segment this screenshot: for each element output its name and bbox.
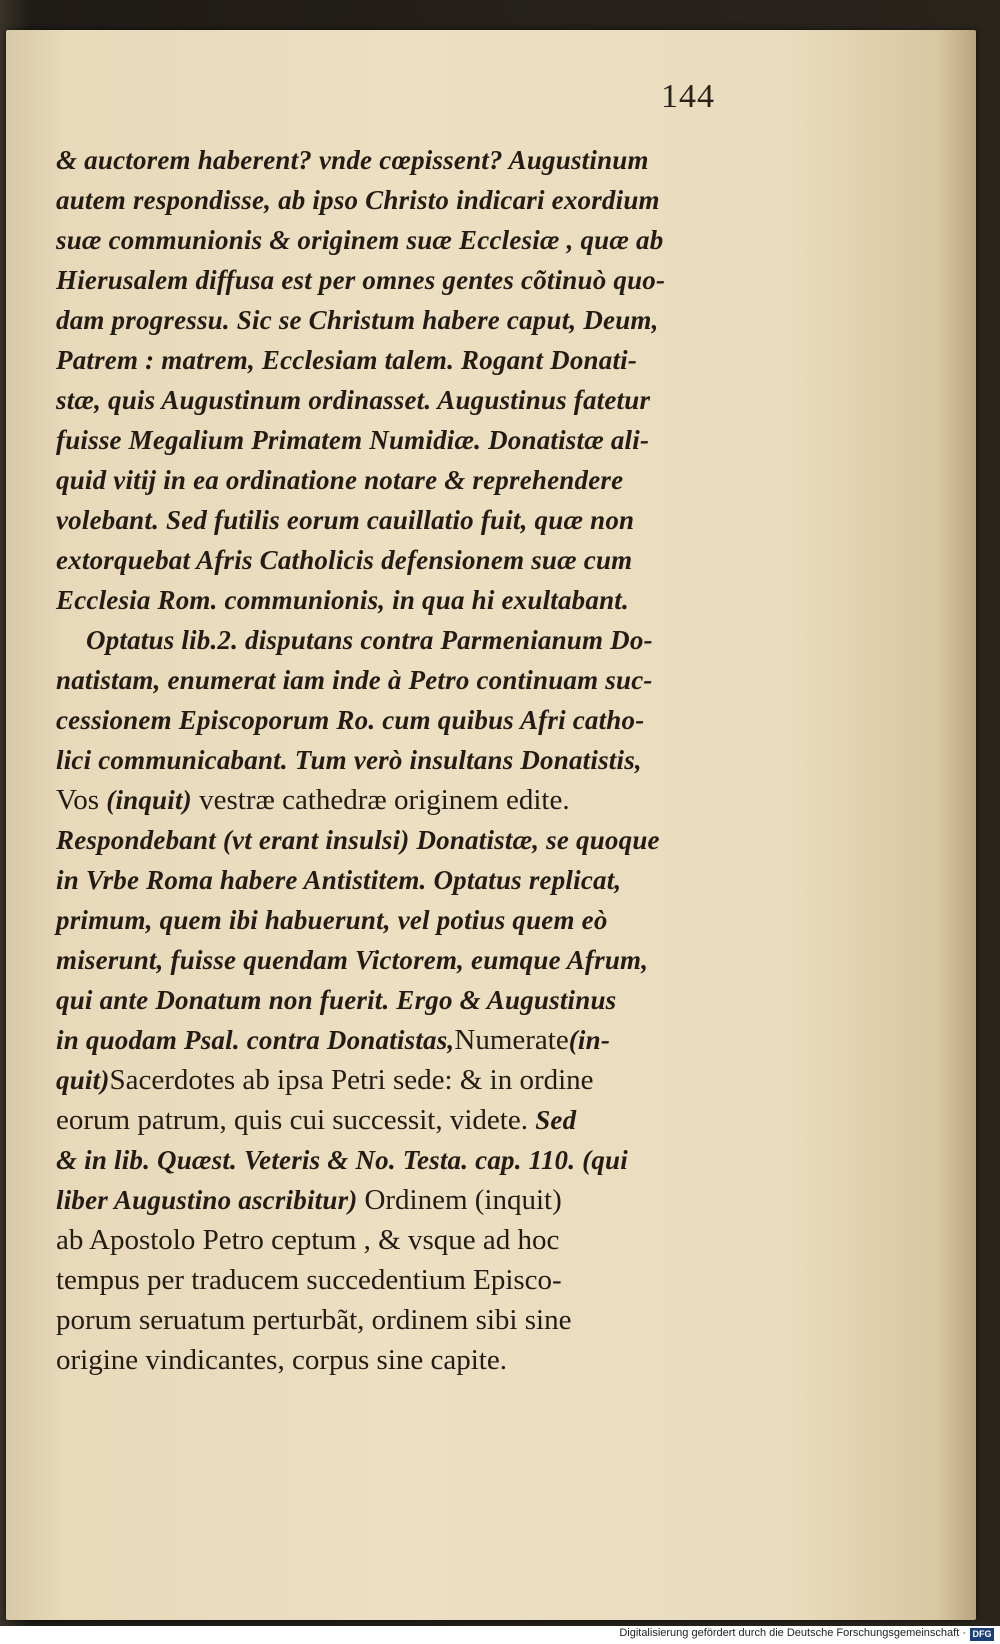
text-segment: Vos <box>56 784 107 816</box>
text-segment: (in- <box>568 1025 611 1055</box>
dfg-logo: DFG <box>970 1628 994 1641</box>
text-line: suæ communionis & originem suæ Ecclesiæ , quæ ab <box>56 225 664 255</box>
text-segment: Sacerdotes ab ipsa Petri sede: & in ordine <box>109 1064 594 1096</box>
text-line: origine vindicantes, corpus sine capite. <box>56 1344 507 1376</box>
text-line <box>56 1180 736 1220</box>
text-line: Hierusalem diffusa est per omnes gentes cõtinuò quo- <box>56 265 666 295</box>
text-segment: in quodam Psal. contra Donatistas, <box>56 1025 455 1055</box>
text-segment: quit) <box>56 1065 110 1095</box>
text-line <box>56 1020 736 1060</box>
text-segment: Numerate <box>454 1024 569 1056</box>
text-segment: Sed <box>535 1105 577 1135</box>
text-line <box>56 1100 736 1140</box>
text-line: Patrem : matrem, Ecclesiam talem. Rogant Donati- <box>56 345 638 375</box>
text-line: autem respondisse, ab ipso Christo indicari exordium <box>56 185 660 215</box>
text-line: stæ, quis Augustinum ordinasset. Augustinus fatetur <box>56 385 651 415</box>
text-line: extorquebat Afris Catholicis defensionem suæ cum <box>56 545 633 575</box>
footer-credit: Digitalisierung gefördert durch die Deutsche Forschungsgemeinschaft · <box>619 1627 966 1639</box>
text-line: miserunt, fuisse quendam Victorem, eumque Afrum, <box>56 945 649 975</box>
text-line: porum seruatum perturbãt, ordinem sibi sine <box>56 1304 572 1336</box>
text-line: in Vrbe Roma habere Antistitem. Optatus replicat, <box>56 865 622 895</box>
text-line <box>56 780 736 820</box>
text-line: & auctorem haberent? vnde cœpissent? Augustinum <box>56 145 649 175</box>
book-page <box>6 30 976 1620</box>
text-line: ab Apostolo Petro ceptum , & vsque ad hoc <box>56 1224 560 1256</box>
digitization-footer <box>0 1626 1000 1644</box>
text-line: & in lib. Quæst. Veteris & No. Testa. cap. 110. (qui <box>56 1145 628 1175</box>
text-line: tempus per traducem succedentium Episco- <box>56 1264 562 1296</box>
text-line: primum, quem ibi habuerunt, vel potius quem eò <box>56 905 608 935</box>
text-line: qui ante Donatum non fuerit. Ergo & Augustinus <box>56 985 617 1015</box>
text-line: Optatus lib.2. disputans contra Parmenianum Do- <box>86 625 653 655</box>
text-segment: vestræ cathedræ originem edite. <box>191 784 570 816</box>
body-text <box>56 140 736 1380</box>
text-line: Respondebant (vt erant insulsi) Donatistæ, se quoque <box>56 825 660 855</box>
text-segment: (inquit) <box>106 785 192 815</box>
text-line: natistam, enumerat iam inde à Petro continuam suc- <box>56 665 653 695</box>
page-number: 144 <box>661 78 715 115</box>
text-line: quid vitij in ea ordinatione notare & reprehendere <box>56 465 624 495</box>
text-line: Ecclesia Rom. communionis, in qua hi exultabant. <box>56 585 629 615</box>
text-segment: Ordinem (inquit) <box>364 1184 562 1216</box>
text-segment: eorum patrum, quis cui successit, videte. <box>56 1104 536 1136</box>
text-line <box>56 1060 736 1100</box>
text-line: cessionem Episcoporum Ro. cum quibus Afri catho- <box>56 705 645 735</box>
text-line: dam progressu. Sic se Christum habere caput, Deum, <box>56 305 659 335</box>
text-line: lici communicabant. Tum verò insultans Donatistis, <box>56 745 642 775</box>
text-line: fuisse Megalium Primatem Numidiæ. Donatistæ ali- <box>56 425 650 455</box>
text-segment: liber Augustino ascribitur) <box>56 1185 365 1215</box>
text-line: volebant. Sed futilis eorum cauillatio fuit, quæ non <box>56 505 635 535</box>
